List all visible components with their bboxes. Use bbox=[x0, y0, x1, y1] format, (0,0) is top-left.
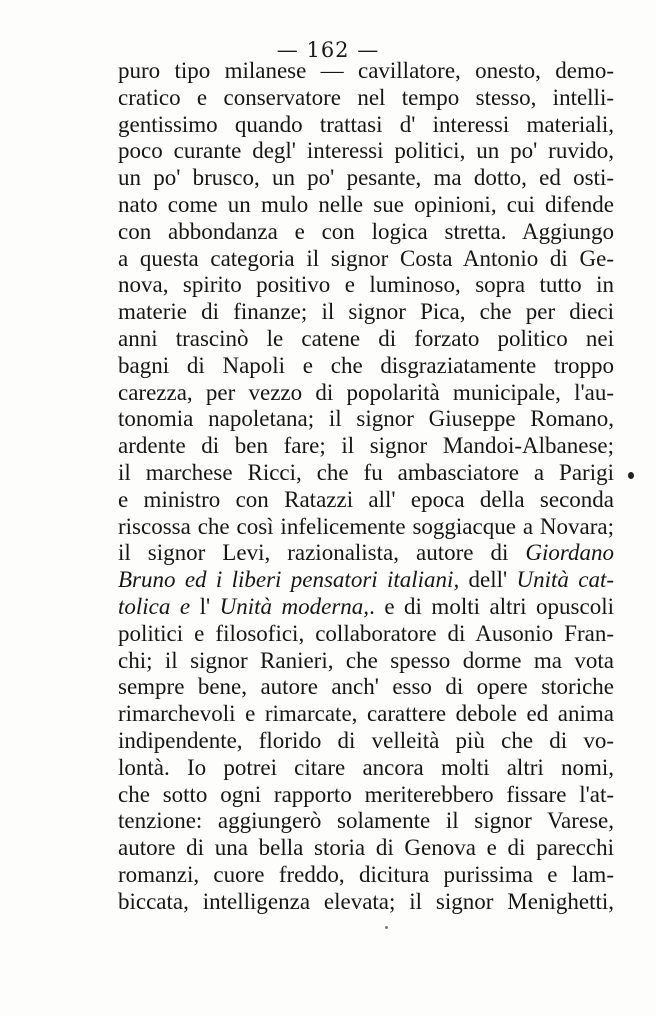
text-segment: ardente di ben fare; il signor Mandoi-Albanese; bbox=[118, 433, 614, 459]
text-line bbox=[118, 299, 614, 326]
text-segment: nato come un mulo nelle sue opinioni, cui difende bbox=[118, 191, 614, 217]
text-segment: riscossa che così infelicemente soggiacque a Novara; bbox=[118, 513, 614, 539]
text-segment: tenzione: aggiungerò solamente il signor Varese, bbox=[118, 808, 614, 834]
text-segment: e ministro con Ratazzi all' epoca della seconda bbox=[118, 486, 614, 512]
text-line bbox=[118, 165, 614, 192]
text-line bbox=[118, 674, 614, 701]
text-line bbox=[118, 487, 614, 514]
text-line bbox=[118, 621, 614, 648]
text-segment: che sotto ogni rapporto meriterebbero fissare l'at- bbox=[118, 781, 614, 807]
text-segment: un po' brusco, un po' pesante, ma dotto, ed osti- bbox=[118, 165, 614, 191]
text-line bbox=[118, 353, 614, 380]
text-line bbox=[118, 272, 614, 299]
text-segment: lontà. Io potrei citare ancora molti altri nomi, bbox=[118, 754, 614, 780]
text-segment: puro tipo milanese — cavillatore, onesto, demo- bbox=[118, 58, 614, 83]
italic-title-text: Giordano bbox=[525, 540, 614, 566]
text-segment: dell' bbox=[459, 567, 517, 593]
text-line bbox=[118, 728, 614, 755]
text-line bbox=[118, 406, 614, 433]
italic-title-text: Unità moderna, bbox=[219, 593, 370, 619]
text-line bbox=[118, 112, 614, 139]
text-segment: carezza, per vezzo di popolarità municipale, l'au- bbox=[118, 379, 614, 405]
text-line bbox=[118, 567, 614, 594]
text-segment: tonomia napoletana; il signor Giuseppe Romano, bbox=[118, 406, 614, 432]
text-segment: il signor Levi, razionalista, autore di bbox=[118, 540, 526, 566]
text-segment: politici e filosofici, collaboratore di Ausonio Fran- bbox=[118, 620, 614, 646]
ink-speck bbox=[385, 926, 388, 929]
text-line bbox=[118, 648, 614, 675]
text-line bbox=[118, 380, 614, 407]
text-line bbox=[118, 594, 614, 621]
text-line bbox=[118, 460, 614, 487]
text-line bbox=[118, 58, 614, 85]
text-segment: a questa categoria il signor Costa Antonio di Ge- bbox=[118, 245, 614, 271]
text-line bbox=[118, 808, 614, 835]
text-line bbox=[118, 326, 614, 353]
text-segment: sempre bene, autore anch' esso di opere storiche bbox=[118, 674, 614, 700]
text-line bbox=[118, 138, 614, 165]
text-segment: con abbondanza e con logica stretta. Aggiungo bbox=[118, 218, 614, 244]
text-segment: biccata, intelligenza elevata; il signor Menighetti, bbox=[118, 888, 614, 914]
ink-speck bbox=[628, 472, 634, 479]
text-line bbox=[118, 85, 614, 112]
text-line bbox=[118, 433, 614, 460]
text-segment: chi; il signor Ranieri, che spesso dorme ma vota bbox=[118, 647, 614, 673]
text-segment: rimarchevoli e rimarcate, carattere debole ed anima bbox=[118, 701, 614, 727]
italic-title-text: Bruno ed i liberi pensatori italiani, bbox=[118, 567, 460, 593]
text-segment: gentissimo quando trattasi d' interessi materiali, bbox=[118, 111, 614, 137]
body-text bbox=[118, 58, 614, 916]
text-line bbox=[118, 835, 614, 862]
text-segment: l' bbox=[190, 593, 220, 619]
text-line bbox=[118, 755, 614, 782]
text-segment: autore di una bella storia di Genova e di parecchi bbox=[118, 835, 614, 861]
text-segment: il marchese Ricci, che fu ambasciatore a Parigi bbox=[118, 459, 614, 485]
italic-title-text: tolica e bbox=[118, 593, 191, 619]
text-segment: indipendente, florido di velleità più che di vo- bbox=[118, 727, 614, 753]
text-line bbox=[118, 192, 614, 219]
text-segment: anni trascinò le catene di forzato politico nei bbox=[118, 325, 614, 351]
text-segment: poco curante degl' interessi politici, un po' ruvido, bbox=[118, 138, 614, 164]
text-line bbox=[118, 889, 614, 916]
italic-title-text: Unità cat- bbox=[516, 567, 614, 593]
page-number: — 162 — bbox=[276, 38, 380, 62]
text-line bbox=[118, 862, 614, 889]
text-line bbox=[118, 782, 614, 809]
text-line bbox=[118, 219, 614, 246]
text-segment: materie di finanze; il signor Pica, che per dieci bbox=[118, 299, 614, 325]
text-segment: . e di molti altri opuscoli bbox=[369, 593, 614, 619]
text-segment: bagni di Napoli e che disgraziatamente troppo bbox=[118, 352, 614, 378]
text-line bbox=[118, 701, 614, 728]
text-segment: romanzi, cuore freddo, dicitura purissima e lam- bbox=[118, 861, 614, 887]
text-line bbox=[118, 514, 614, 541]
text-segment: cratico e conservatore nel tempo stesso, intelli- bbox=[118, 84, 614, 110]
text-line bbox=[118, 540, 614, 567]
text-line bbox=[118, 246, 614, 273]
text-segment: nova, spirito positivo e luminoso, sopra tutto in bbox=[118, 272, 614, 298]
